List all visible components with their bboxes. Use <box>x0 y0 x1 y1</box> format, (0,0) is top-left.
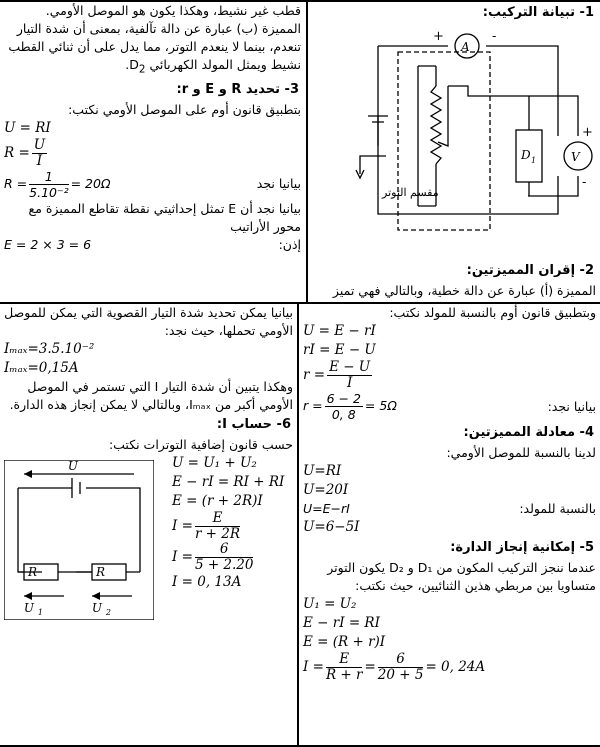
br-eq4 <box>303 391 397 422</box>
s4-ohmic-label: لدينا بالنسبة للموصل الأومي: <box>446 445 596 460</box>
s5-eq2: E − rI = RI <box>303 615 380 631</box>
br-eq3-den: I <box>346 375 353 391</box>
top-left-panel <box>0 2 305 302</box>
fig-r1-label: R <box>27 565 37 579</box>
section-3-intro: بتطبيق قانون أوم على الموصل الأومي نكتب: <box>68 101 301 117</box>
voltmeter-plus: + <box>582 125 593 140</box>
s3-eq3-num: 1 <box>29 169 68 185</box>
s5-text: عندما ننجز التركيب المكون من D₁ و D₂ يكون التوتر متساويا بين مربطي هذين الثنائيين، حيث نكتب: <box>327 560 596 593</box>
bottom-right-panel <box>299 304 600 745</box>
s6-eq4-num: E <box>195 511 240 527</box>
top-left-p2-end: . <box>125 57 130 72</box>
s5-eq4-den2: 20 + 5 <box>377 667 424 683</box>
section-2-title: 2- إقران المميزتين: <box>466 263 594 278</box>
br-eq4-rhs: = 5Ω <box>364 398 397 413</box>
s4-eq1: U=RI <box>303 463 342 479</box>
series-circuit-diagram <box>4 460 154 620</box>
s5-eq4-num1: E <box>326 652 363 668</box>
section-2-text: المميزة (أ) عبارة عن دالة خطية، وبالتالي فهي تميز <box>332 283 596 298</box>
s6-eq4-lhs: I = <box>172 518 193 534</box>
s6-eq5-num: 6 <box>195 542 254 558</box>
section-4-title: 4- معادلة المميزتين: <box>463 425 594 440</box>
s3-graph-note: بيانيا نجد <box>256 176 301 191</box>
fig-r2-label: R <box>95 565 105 579</box>
fig-u1-sub: 1 <box>37 608 43 617</box>
br-intro: وبتطبيق قانون أوم بالنسبة للمولد نكتب: <box>389 305 596 320</box>
s3-eq2-num: U <box>33 136 46 153</box>
s6-eq5 <box>172 542 292 573</box>
s5-eq3: E = (R + r)I <box>303 634 386 650</box>
s3-eq3-rhs: = 20Ω <box>70 175 111 191</box>
br-graph: بيانيا نجد: <box>547 398 596 414</box>
top-left-p2-text: المميزة (ب) عبارة عن دالة تآلفية، بمعنى أن شدة التيار تنعدم، بينما لا ينعدم التوتر، مما يدل على أن ثنائي القطب نشيط ويمثل المولد الكهربائي D <box>8 21 301 72</box>
s3-eq1: U = RI <box>4 119 51 136</box>
top-left-p2 <box>4 20 301 79</box>
section-6-title: 6- حساب I: <box>216 417 291 432</box>
bl-p1: بيانيا يمكن تحديد شدة التيار القصوية التي يمكن للموصل الأومي تحملها، حيث نجد: <box>4 305 293 338</box>
s6-eq6: I = 0, 13A <box>172 574 242 590</box>
top-left-p1: قطب غير نشيط، وهكذا يكون هو الموصل الأومي. <box>45 3 301 18</box>
bl-eq1: Iₘₐₓ=3.5.10⁻² <box>4 341 95 357</box>
s5-eq1: U₁ = U₂ <box>303 596 357 612</box>
br-eq1: U = E − rI <box>303 323 376 339</box>
circuit-diagram-1 <box>308 26 600 256</box>
s4-eq3: U=E−rI <box>303 501 350 516</box>
fig-u2-sub: 2 <box>105 608 111 617</box>
ammeter-minus: - <box>492 29 497 44</box>
ammeter-plus: + <box>433 29 444 44</box>
s5-eq4-num2: 6 <box>378 652 424 668</box>
s6-eq4-den: r + 2R <box>194 526 241 542</box>
bl-eq2: Iₘₐₓ=0,15A <box>4 360 79 376</box>
s3-eq3-lhs: R = <box>4 175 28 191</box>
s4-eq4: U=6−5I <box>303 519 360 535</box>
s6-eq3: E = (r + 2R)I <box>172 493 263 509</box>
s3-eq2 <box>4 138 301 169</box>
section-3-title: 3- تحديد R و E و r: <box>176 81 299 97</box>
fig-u1-label: U <box>23 601 34 615</box>
voltmeter-label: V <box>571 150 580 164</box>
s3-eq4: E = 2 × 3 = 6 <box>4 236 92 252</box>
br-eq4-num: 6 − 2 <box>326 391 361 406</box>
s6-eq2: E − rI = RI + RI <box>172 474 285 490</box>
fig-u2-label: U <box>91 601 102 615</box>
s3-eq2-lhs: R = <box>4 144 30 161</box>
s5-eq4-lhs: I = <box>303 659 324 675</box>
br-eq4-lhs: r = <box>303 398 323 413</box>
br-eq2: rI = E − U <box>303 342 376 358</box>
dipole-sub: 1 <box>531 156 537 165</box>
br-eq4-den: 0, 8 <box>331 407 356 422</box>
br-eq3-num: E − U <box>329 359 371 375</box>
u1-arrow-icon <box>24 592 32 600</box>
s6-eq5-den: 5 + 2.20 <box>194 557 254 573</box>
top-left-p2-sub: 2 <box>138 63 146 76</box>
section-1-title: 1- تبيانة التركيب: <box>482 5 594 20</box>
dipole-label: D <box>521 148 531 162</box>
br-eq3 <box>303 360 596 391</box>
s3-eq3 <box>4 169 111 200</box>
section-1-panel <box>308 2 600 302</box>
section-5-title: 5- إمكانية إنجاز الدارة: <box>450 540 594 555</box>
s6-eq1: U = U₁ + U₂ <box>172 455 257 471</box>
s6-intro: حسب قانون إضافية التوترات نكتب: <box>108 437 293 452</box>
s5-eq4-den1: R + r <box>325 667 363 683</box>
s3-eq2-den: I <box>36 152 43 169</box>
u2-arrow-icon <box>92 592 100 600</box>
s6-eq5-lhs: I = <box>172 549 193 565</box>
s6-eq4 <box>172 511 292 542</box>
ammeter-label: A <box>461 40 470 54</box>
u-arrow-icon <box>24 470 32 478</box>
section-3-text2: بيانيا نجد أن E تمثل إحداثيتي نقطة تقاطع المميزة مع محور الأراتيب <box>28 200 301 234</box>
bl-p2: وهكذا يتبين أن شدة التيار I التي تستمر في الموصل الأومي أكبر من Iₘₐₓ، وبالتالي لا يمكن إنجاز هذه الدارة. <box>9 379 293 412</box>
divider-label: مقسم التوتر <box>382 186 439 199</box>
br-eq3-lhs: r = <box>303 367 326 383</box>
voltage-divider-box <box>398 52 490 230</box>
s4-gen-label: بالنسبة للمولد: <box>519 501 596 516</box>
s5-eq4 <box>303 652 596 683</box>
s3-eq3-den: 5.10⁻² <box>29 184 69 200</box>
s5-eq4-mid: = <box>364 659 376 675</box>
s4-eq2: U=20I <box>303 482 349 498</box>
voltmeter-minus: - <box>582 175 587 190</box>
s5-eq4-rhs: = 0, 24A <box>425 659 486 675</box>
s3-so: إذن: <box>278 236 301 252</box>
fig-u-label: U <box>67 460 78 473</box>
bottom-left-panel <box>0 304 297 745</box>
